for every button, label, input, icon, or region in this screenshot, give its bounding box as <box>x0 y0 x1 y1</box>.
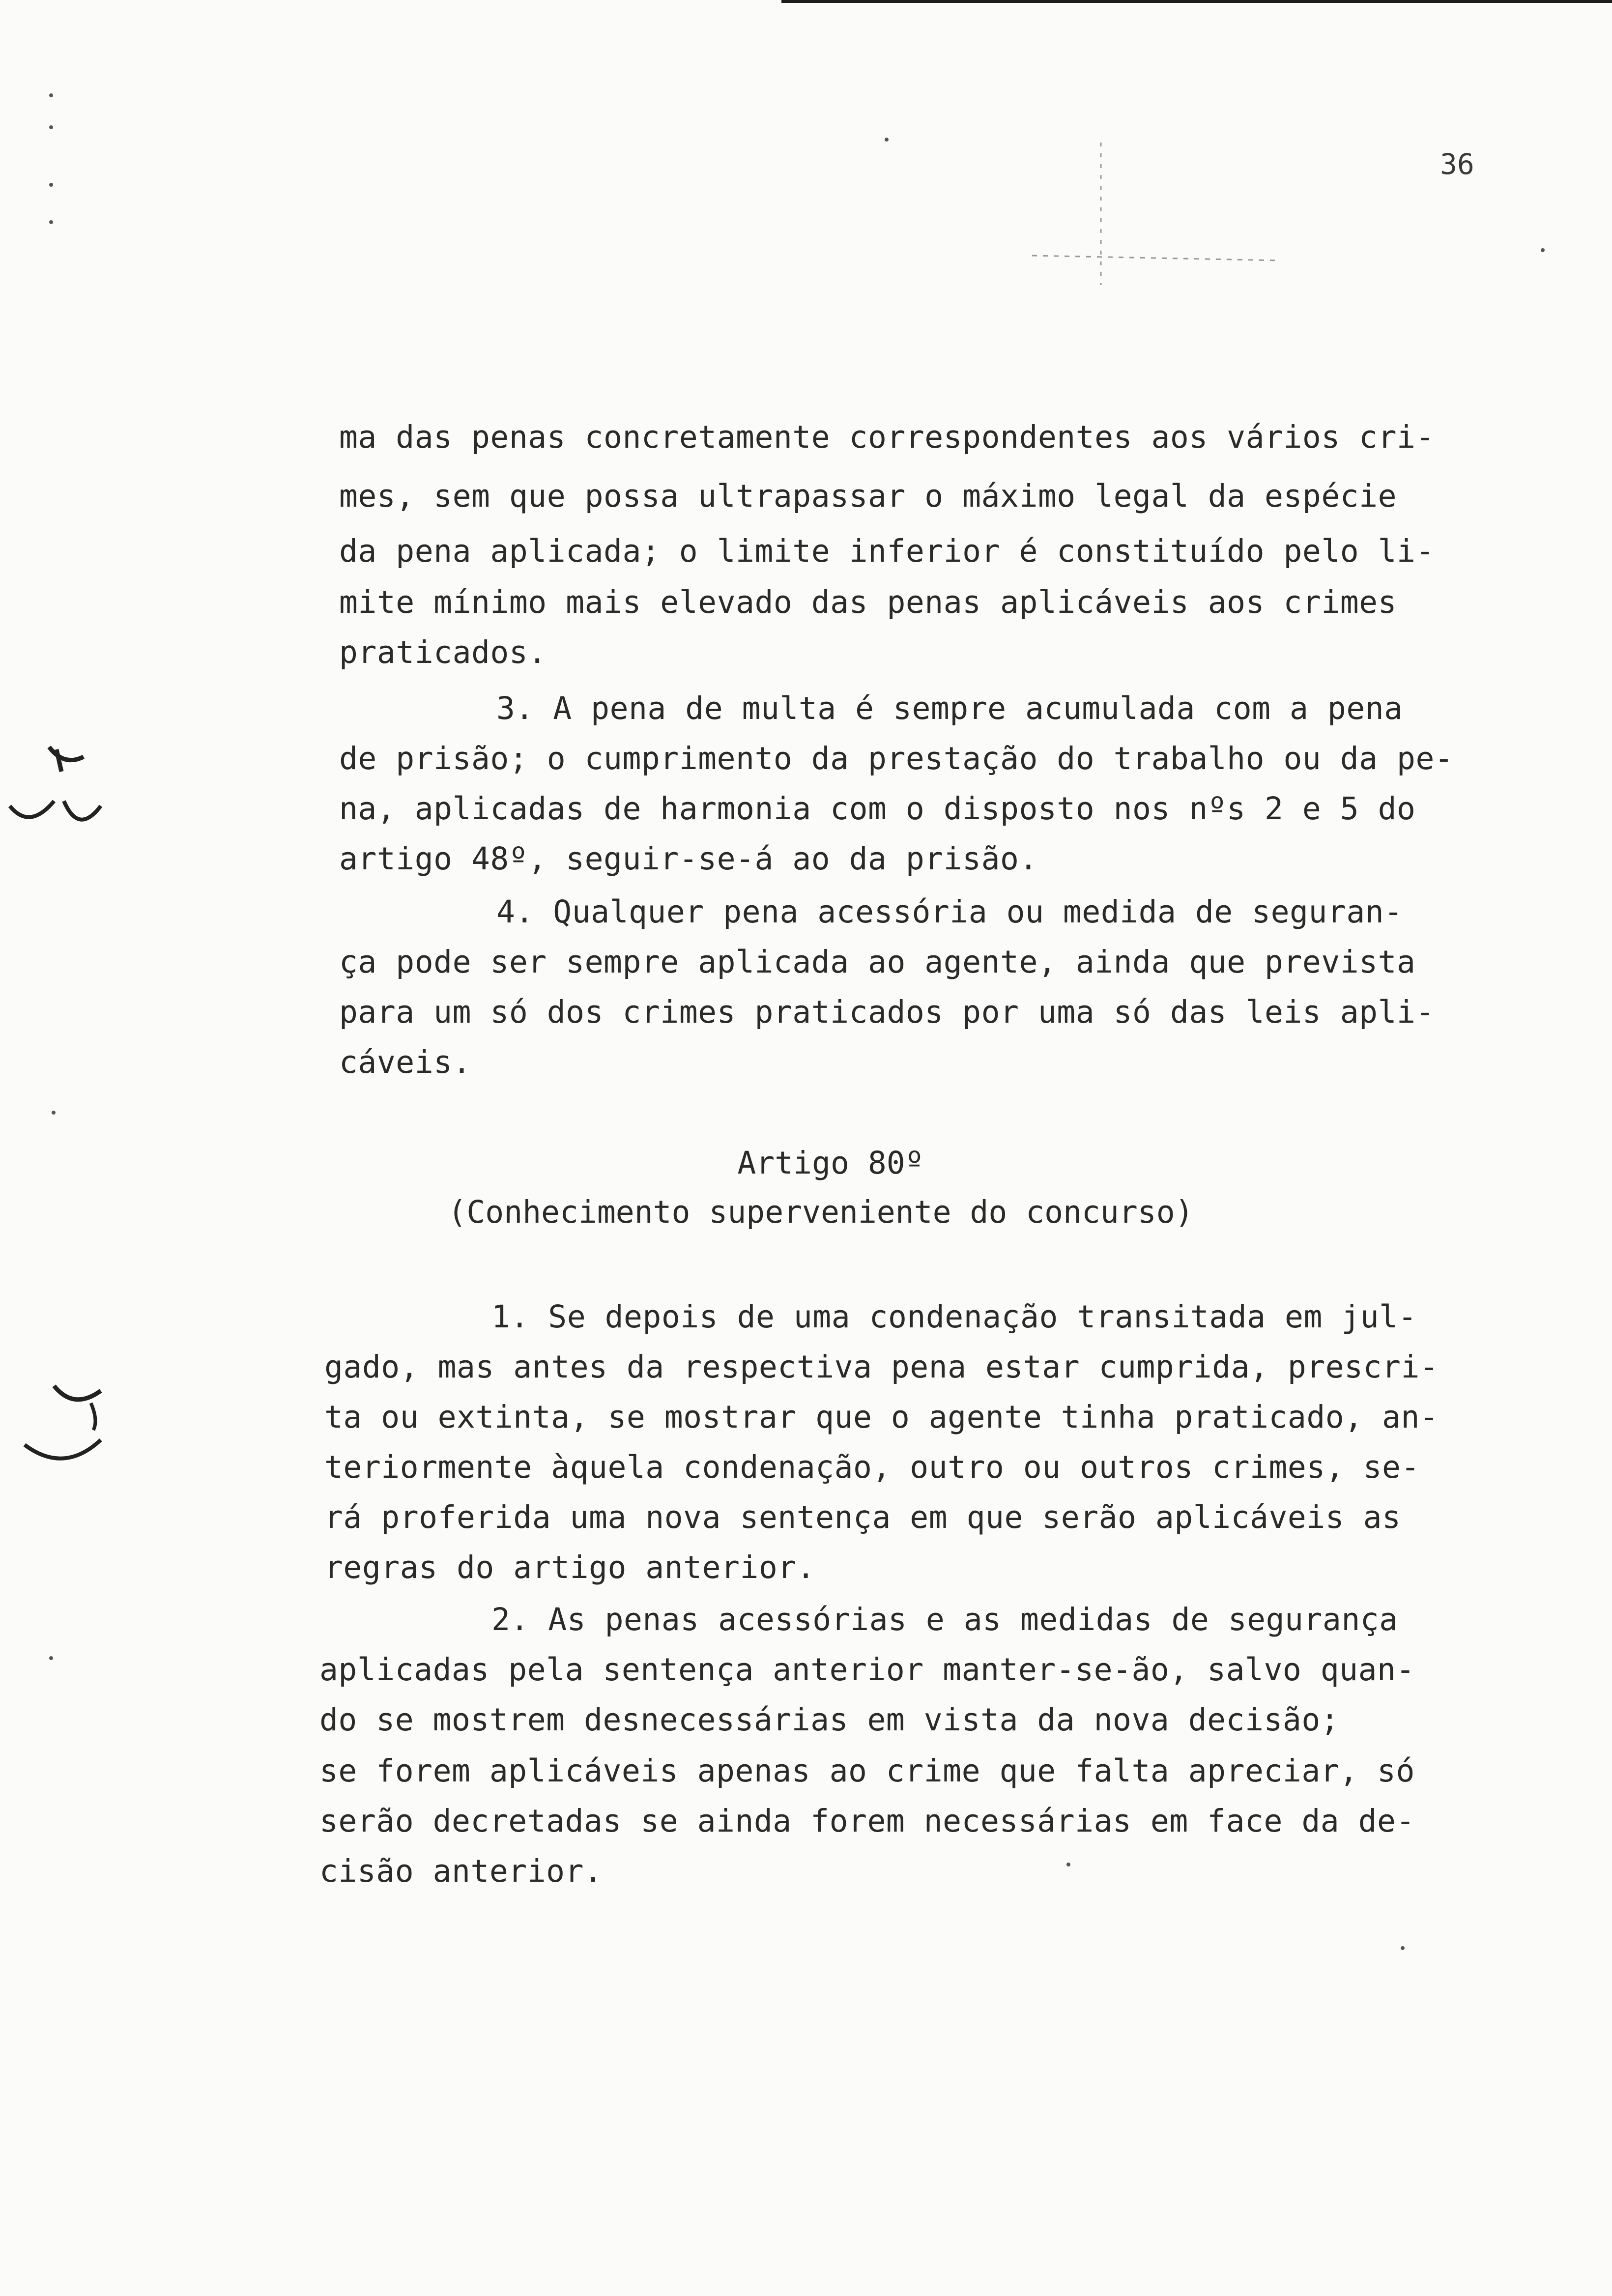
binding-hole-mark-lower <box>0 1366 118 1474</box>
scan-speck <box>1066 1863 1070 1866</box>
text-line: artigo 48º, seguir-se-á ao da prisão. <box>339 841 1038 877</box>
text-line: cisão anterior. <box>319 1853 603 1889</box>
text-line: mes, sem que possa ultrapassar o máximo legal da espécie <box>339 478 1397 514</box>
text-line: 4. Qualquer pena acessória ou medida de seguran- <box>496 894 1403 930</box>
text-line: do se mostrem desnecessárias em vista da nova decisão; <box>319 1702 1340 1738</box>
scan-speck <box>1401 1946 1405 1950</box>
scan-speck <box>1541 248 1545 252</box>
text-line: 1. Se depois de uma condenação transitada em jul- <box>491 1299 1417 1335</box>
page-number: 36 <box>1440 147 1474 181</box>
article-subtitle: (Conhecimento superveniente do concurso) <box>448 1194 1194 1230</box>
text-line: na, aplicadas de harmonia com o disposto nos nºs 2 e 5 do <box>339 791 1416 827</box>
text-line: de prisão; o cumprimento da prestação do trabalho ou da pe- <box>339 741 1454 776</box>
text-line: aplicadas pela sentença anterior manter-se-ão, salvo quan- <box>319 1652 1415 1688</box>
scan-speck <box>52 1111 56 1115</box>
text-line: 3. A pena de multa é sempre acumulada com a pena <box>496 690 1403 726</box>
text-line: regras do artigo anterior. <box>324 1550 816 1585</box>
scan-speck <box>49 93 53 97</box>
text-line: praticados. <box>339 634 547 670</box>
scan-speck <box>49 183 53 187</box>
text-line: se forem aplicáveis apenas ao crime que falta apreciar, só <box>319 1753 1415 1789</box>
article-title: Artigo 80º <box>737 1145 924 1181</box>
scan-speck <box>49 1656 53 1660</box>
faint-crosshair-mark <box>1022 138 1297 295</box>
scan-speck <box>49 220 53 224</box>
text-line: teriormente àquela condenação, outro ou outros crimes, se- <box>324 1449 1420 1485</box>
scan-speck <box>49 125 53 129</box>
binding-hole-mark-upper <box>0 718 118 845</box>
scan-speck <box>885 138 889 142</box>
text-line: serão decretadas se ainda forem necessárias em face da de- <box>319 1803 1415 1839</box>
top-edge-rule <box>781 0 1612 3</box>
text-line: para um só dos crimes praticados por uma só das leis apli- <box>339 994 1435 1030</box>
text-line: ça pode ser sempre aplicada ao agente, ainda que prevista <box>339 944 1416 980</box>
text-line: 2. As penas acessórias e as medidas de segurança <box>491 1602 1398 1637</box>
text-line: cáveis. <box>339 1044 472 1080</box>
text-line: ta ou extinta, se mostrar que o agente tinha praticado, an- <box>324 1399 1439 1435</box>
text-line: da pena aplicada; o limite inferior é constituído pelo li- <box>339 533 1435 569</box>
text-line: rá proferida uma nova sentença em que serão aplicáveis as <box>324 1499 1401 1535</box>
text-line: ma das penas concretamente correspondentes aos vários cri- <box>339 419 1435 455</box>
text-line: gado, mas antes da respectiva pena estar cumprida, prescri- <box>324 1349 1439 1385</box>
text-line: mite mínimo mais elevado das penas aplicáveis aos crimes <box>339 584 1397 620</box>
